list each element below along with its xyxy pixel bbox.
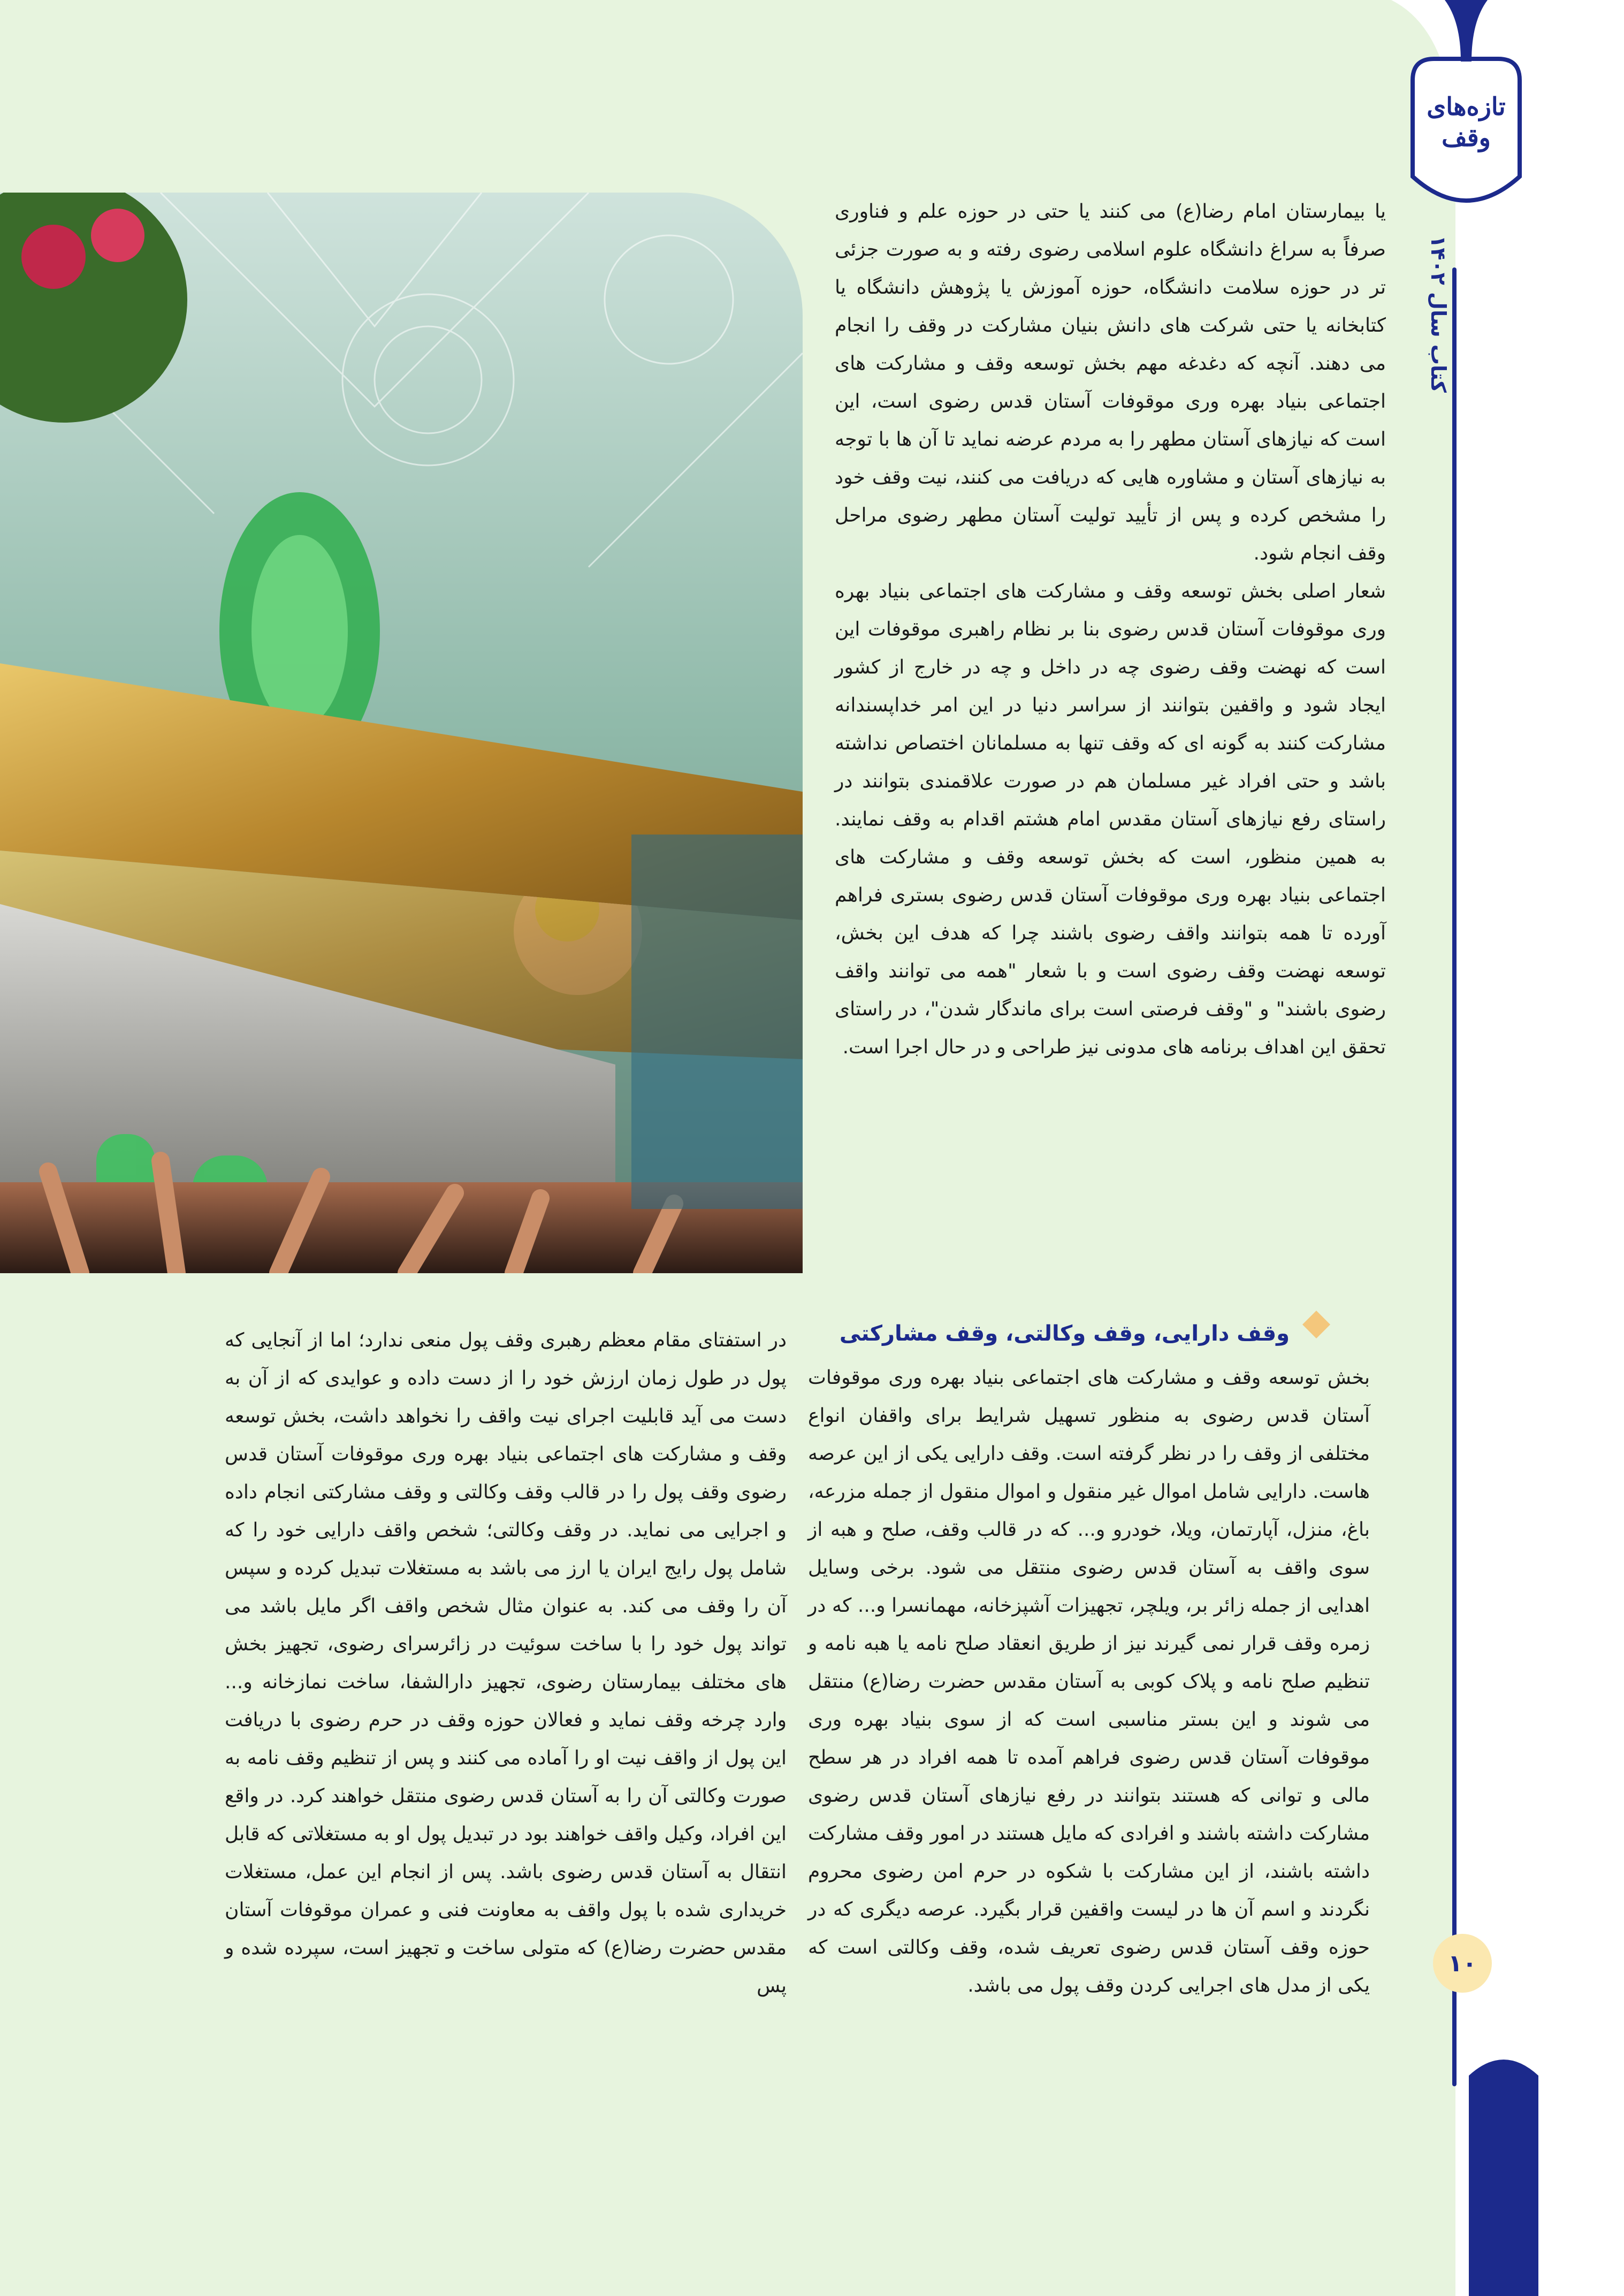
article-column-left — [225, 1321, 787, 2005]
article-column-right — [808, 1359, 1370, 2004]
paragraph: بخش توسعه وقف و مشارکت های اجتماعی بنیاد بهره وری موقوفات آستان قدس رضوی به منظور تسهیل شرایط برای واقفان انواع مختلفی از وقف را در نظر گرفته است. وقف دارایی یکی از این عرصه هاست. دارایی شامل اموال غیر منقول و اموال منقول از جمله مزرعه، باغ، منزل، آپارتمان، ویلا، خودرو و... که در قالب وقف، صلح و هبه از سوی واقف به آستان قدس رضوی منتقل می شود. برخی وسایل اهدایی از جمله زائر بر، ویلچر، تجهیزات آشپزخانه، مهمانسرا و... که در زمره وقف قرار نمی گیرند نیز از طریق انعقاد صلح نامه یا هبه نامه و تنظیم صلح نامه و پلاک کوبی به آستان مقدس حضرت رضا(ع) منتقل می شوند و این بستر مناسبی است که از سوی بنیاد بهره وری موقوفات آستان قدس رضوی فراهم آمده تا همه افراد در هر سطح مالی و توانی که هستند بتوانند در رفع نیازهای آستان قدس رضوی مشارکت داشته باشند و افرادی که مایل هستند در امور وقف مشارکت داشته باشند، از این مشارکت با شکوه در حرم امن رضوی محروم نگردند و اسم آن ها در لیست واقفین قرار بگیرد. عرصه دیگری که در حوزه وقف آستان قدس رضوی تعریف شده، وقف وکالتی است که یکی از مدل های اجرایی کردن وقف پول می باشد. — [808, 1367, 1370, 1996]
paragraph: شعار اصلی بخش توسعه وقف و مشارکت های اجتماعی بنیاد بهره وری موقوفات آستان قدس رضوی بنا بر نظام راهبری موقوفات این است که نهضت وقف رضوی چه در داخل و چه در خارج از کشور ایجاد شود و واقفین بتوانند از سراسر دنیا در این امر خداپسندانه مشارکت کنند به گونه ای که وقف تنها به مسلمانان اختصاص نداشته باشد و حتی افراد غیر مسلمان هم در صورت علاقمندی بتوانند در راستای رفع نیازهای آستان مقدس امام هشتم اقدام به وقف نمایند. به همین منظور، است که بخش توسعه وقف و مشارکت های اجتماعی بنیاد بهره وری موقوفات آستان قدس رضوی بستری فراهم آورده تا همه بتوانند واقف رضوی باشند چرا که هدف این بخش، توسعه نهضت وقف رضوی است و با شعار "همه می توانند واقف رضوی باشند" و "وقف فرصتی است برای ماندگار شدن"، در راستای تحقق این اهداف برنامه های مدونی نیز طراحی و در حال اجرا است. — [835, 580, 1386, 1058]
article-column-top — [835, 193, 1386, 1066]
paragraph: در استفتای مقام معظم رهبری وقف پول منعی ندارد؛ اما از آنجایی که پول در طول زمان ارزش خود را از دست داده و عوایدی که از آن به دست می آید قابلیت اجرای نیت واقف را نخواهد داشت، بخش توسعه وقف و مشارکت های اجتماعی بنیاد بهره وری موقوفات آستان قدس رضوی وقف پول را در قالب وقف وکالتی و وقف مشارکتی انجام داده و اجرایی می نماید. در وقف وکالتی؛ شخص واقف دارایی خود را که شامل پول رایج ایران یا ارز می باشد به مستغلات تبدیل کرده و سپس آن را وقف می کند. به عنوان مثال شخص واقف اگر مایل باشد می تواند پول خود را با ساخت سوئیت در زائرسرای رضوی، تجهیز بخش های مختلف بیمارستان رضوی، تجهیز دارالشفا، ساخت نمازخانه و... وارد چرخه وقف نماید و فعالان حوزه وقف در حرم رضوی با دریافت این پول از واقف نیت او را آماده می کنند و پس از تنظیم وقف نامه به صورت وکالتی آن را به آستان قدس رضوی منتقل خواهند کرد. در واقع این افراد، وکیل واقف خواهند بود در تبدیل پول او به مستغلاتی که قابل انتقال به آستان قدس رضوی باشد. پس از انجام این عمل، مستغلات خریداری شده با پول واقف به معاونت فنی و عمران موقوفات آستان مقدس حضرت رضا(ع) که متولی ساخت و تجهیز است، سپرده شده و پس — [225, 1329, 787, 1997]
diamond-icon — [1300, 1308, 1332, 1341]
shrine-photo — [0, 193, 803, 1273]
page-number-badge — [1433, 1934, 1492, 1993]
section-heading: وقف دارایی، وقف وکالتی، وقف مشارکتی — [839, 1321, 1290, 1346]
side-caption: کتاب سال ۱۴۰۲ — [1427, 235, 1450, 393]
paragraph: یا بیمارستان امام رضا(ع) می کنند یا حتی در حوزه علم و فناوری صرفاً به سراغ دانشگاه علوم اسلامی رضوی رفته و به صورت جزئی تر در حوزه سلامت دانشگاه، حوزه آموزش یا پژوهش دانشگاه یا کتابخانه یا حتی شرکت های دانش بنیان مشارکت در وقف را انجام می دهند. آنچه که دغدغه مهم بخش توسعه وقف و مشارکت های اجتماعی بنیاد بهره وری موقوفات آستان قدس رضوی است، این است که نیازهای آستان مطهر را به مردم عرضه نماید تا آن ها با توجه به نیازهای آستان و مشاوره هایی که دریافت می کنند، نیت وقف خود را مشخص کرده و پس از تأیید تولیت آستان مطهر رضوی مراحل وقف انجام شود. — [835, 201, 1386, 564]
page-number: ۱۰ — [1448, 1949, 1477, 1977]
logo-emblem-icon: تازه‌های وقف — [1427, 92, 1506, 152]
